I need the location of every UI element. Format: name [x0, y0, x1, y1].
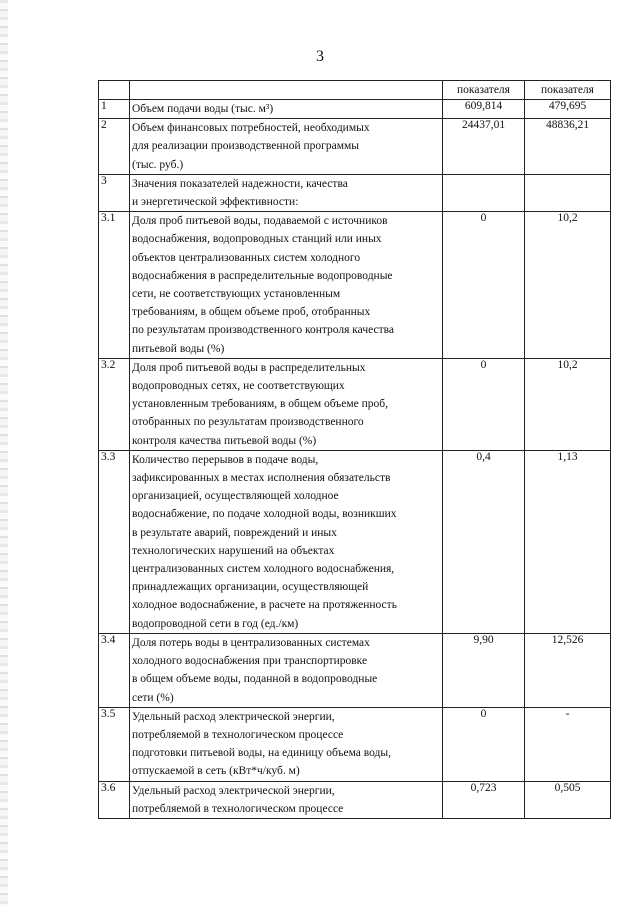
value-col3: 0 [443, 707, 525, 781]
description-line: принадлежащих организации, осуществляющей [132, 581, 369, 594]
header-cell-col4: показателя [525, 81, 611, 100]
value-col3: 0,4 [443, 450, 525, 633]
description-line: требованиям, в общем объеме проб, отобранных [132, 306, 371, 319]
row-description [130, 358, 443, 450]
value-col3: 24437,01 [443, 119, 525, 175]
description-line: Объем подачи воды (тыс. м³) [132, 103, 274, 115]
row-description [130, 100, 443, 119]
table-row [99, 100, 611, 119]
value-col3: 0 [443, 358, 525, 450]
description-line: Доля потерь воды в централизованных системах [132, 636, 370, 649]
header-cell-desc [130, 81, 443, 100]
description-line: Значения показателей надежности, качества [132, 177, 348, 190]
table-header-row [99, 81, 611, 100]
value-col3: 9,90 [443, 633, 525, 707]
value-col4: 1,13 [525, 450, 611, 633]
description-line: Количество перерывов в подаче воды, [132, 453, 319, 466]
row-description [130, 212, 443, 359]
description-line: потребляемой в технологическом процессе [132, 802, 344, 815]
description-line: организацией, осуществляющей холодное [132, 490, 339, 503]
value-col4: 0,505 [525, 781, 611, 818]
description-line: и энергетической эффективности: [132, 196, 299, 209]
description-line: Удельный расход электрической энергии, [132, 784, 335, 797]
row-description [130, 707, 443, 781]
row-number: 3.3 [99, 450, 130, 633]
value-col4: - [525, 707, 611, 781]
row-number: 3 [99, 174, 130, 211]
description-line: потребляемой в технологическом процессе [132, 728, 344, 741]
description-line: технологических нарушений на объектах [132, 544, 335, 557]
scan-edge-artifact [0, 0, 8, 905]
value-col3 [443, 174, 525, 211]
description-line: установленным требованиям, в общем объеме проб, [132, 398, 388, 411]
value-col4: 479,695 [525, 100, 611, 119]
description-line: Доля проб питьевой воды, подаваемой с источников [132, 215, 388, 228]
row-number: 2 [99, 119, 130, 175]
value-col4: 10,2 [525, 358, 611, 450]
table-row [99, 781, 611, 818]
header-cell-num [99, 81, 130, 100]
value-col4: 10,2 [525, 212, 611, 359]
indicators-table [98, 80, 611, 819]
description-line: питьевой воды (%) [132, 342, 225, 355]
row-number: 3.6 [99, 781, 130, 818]
description-line: Доля проб питьевой воды в распределительных [132, 361, 366, 374]
row-description [130, 633, 443, 707]
row-description [130, 174, 443, 211]
description-line: Объем финансовых потребностей, необходимых [132, 122, 370, 135]
row-description [130, 119, 443, 175]
table-row [99, 212, 611, 359]
description-line: отобранных по результатам производственного [132, 416, 364, 429]
value-col4 [525, 174, 611, 211]
description-line: сети, не соответствующих установленным [132, 288, 341, 301]
description-line: централизованных систем холодного водоснабжения, [132, 563, 395, 576]
table-row [99, 119, 611, 175]
description-line: сети (%) [132, 691, 174, 704]
description-line: холодное водоснабжение, в расчете на протяженность [132, 599, 397, 612]
description-line: водопроводных сетях, не соответствующих [132, 380, 345, 393]
row-number: 1 [99, 100, 130, 119]
value-col4: 12,526 [525, 633, 611, 707]
description-line: холодного водоснабжения при транспортировке [132, 655, 368, 668]
header-cell-col3: показателя [443, 81, 525, 100]
table-row [99, 633, 611, 707]
row-description [130, 781, 443, 818]
description-line: Удельный расход электрической энергии, [132, 710, 335, 723]
description-line: по результатам производственного контроля качества [132, 324, 395, 337]
row-number: 3.1 [99, 212, 130, 359]
description-line: для реализации производственной программы [132, 140, 359, 153]
row-number: 3.2 [99, 358, 130, 450]
description-line: водоснабжение, по подаче холодной воды, возникших [132, 508, 397, 521]
value-col4: 48836,21 [525, 119, 611, 175]
row-number: 3.4 [99, 633, 130, 707]
description-line: водоснабжения в распределительные водопроводные [132, 269, 393, 282]
value-col3: 0 [443, 212, 525, 359]
description-line: водоснабжения, водопроводных станций или иных [132, 233, 382, 246]
description-line: в общем объеме воды, поданной в водопроводные [132, 673, 378, 686]
description-line: зафиксированных в местах исполнения обязательств [132, 472, 391, 485]
description-line: контроля качества питьевой воды (%) [132, 434, 317, 447]
table-row [99, 174, 611, 211]
description-line: в результате аварий, повреждений и иных [132, 526, 337, 539]
row-number: 3.5 [99, 707, 130, 781]
description-line: подготовки питьевой воды, на единицу объема воды, [132, 747, 391, 760]
value-col3: 0,723 [443, 781, 525, 818]
table-row [99, 358, 611, 450]
description-line: (тыс. руб.) [132, 158, 184, 171]
description-line: водопроводной сети в год (ед./км) [132, 617, 299, 630]
page-number: 3 [316, 48, 324, 65]
table-row [99, 450, 611, 633]
description-line: объектов централизованных систем холодного [132, 251, 361, 264]
table-row [99, 707, 611, 781]
row-description [130, 450, 443, 633]
value-col3: 609,814 [443, 100, 525, 119]
description-line: отпускаемой в сеть (кВт*ч/куб. м) [132, 765, 300, 778]
